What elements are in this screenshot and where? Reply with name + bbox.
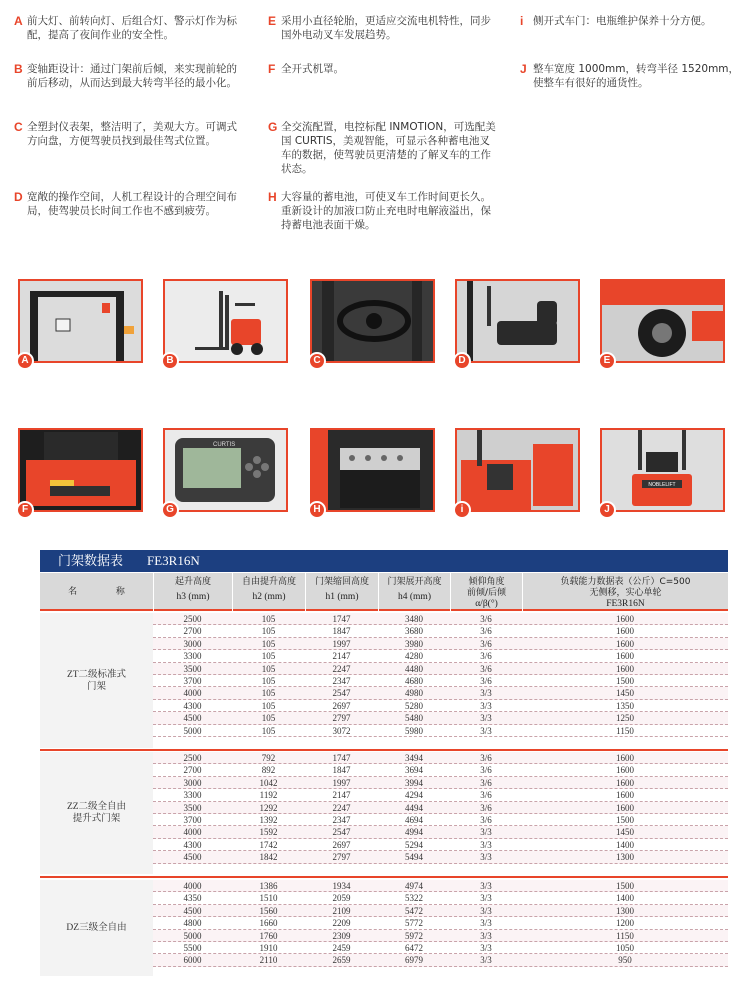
table-cell: 3/3 (480, 930, 492, 941)
table-cell: 1600 (616, 614, 634, 624)
rear-view-image (602, 430, 723, 510)
table-cell: 5322 (405, 893, 423, 904)
table-cell: 2309 (332, 930, 351, 941)
table-cell: 1600 (616, 777, 634, 788)
table-row (153, 789, 728, 801)
feature-text: 全塑封仪表架，整洁明了，美观大方。可调式方向盘，方便驾驶员找到最佳驾式位置。 (27, 121, 237, 147)
table-cell: 1350 (616, 700, 634, 711)
curtis-display-image (165, 430, 286, 510)
group-separator (40, 749, 728, 751)
table-cell: 1050 (616, 942, 634, 953)
table-title-bar (40, 550, 728, 572)
table-cell: 2109 (332, 905, 351, 916)
photo-j-rear (600, 428, 725, 515)
table-cell: 792 (261, 753, 276, 763)
table-cell: 4494 (405, 802, 423, 813)
table-row (153, 712, 728, 724)
table-cell: 2347 (332, 675, 351, 686)
table-cell: 6472 (405, 942, 423, 953)
table-cell: 3500 (183, 663, 202, 674)
table-cell: 1997 (332, 638, 351, 649)
feature-letter: G (268, 120, 278, 134)
table-cell: 1192 (259, 790, 278, 801)
header-h2-cn: 自由提升高度 (241, 577, 296, 587)
feature-letter: C (14, 120, 23, 134)
table-cell: 105 (261, 614, 276, 624)
table-cell: 3680 (405, 626, 423, 637)
table-cell: 4000 (183, 881, 202, 891)
table-row (153, 663, 728, 675)
table-cell: 1600 (616, 651, 634, 662)
feature-g (268, 120, 498, 176)
table-cell: 2697 (332, 839, 351, 850)
table-cell: 5972 (405, 930, 423, 941)
table-row (153, 851, 728, 863)
table-cell: 1500 (616, 814, 634, 825)
table-cell: 4300 (183, 700, 202, 711)
header-tilt-en: α/β(°) (475, 599, 498, 609)
table-cell: 3/6 (480, 765, 492, 776)
table-cell: 3/3 (480, 942, 492, 953)
photo-d-cabin (455, 279, 580, 366)
table-cell: 1742 (259, 839, 278, 850)
table-cell: 1300 (616, 905, 634, 916)
table-cell: 1997 (332, 777, 351, 788)
table-row (153, 613, 728, 625)
table-cell: 105 (261, 688, 276, 699)
table-cell: 4500 (183, 713, 202, 724)
table-cell: 1510 (259, 893, 278, 904)
table-cell: 6000 (183, 955, 202, 966)
table-cell: 3700 (183, 814, 202, 825)
table-cell: 1450 (616, 688, 634, 699)
table-cell: 3494 (405, 753, 423, 763)
group-name (40, 613, 153, 748)
table-cell: 3/3 (480, 893, 492, 904)
table-row (153, 638, 728, 650)
feature-h (268, 190, 498, 232)
table-cell: 2147 (332, 790, 351, 801)
table-cell: 4500 (183, 905, 202, 916)
table-cell: 1760 (259, 930, 278, 941)
table-cell: 5472 (405, 905, 423, 916)
table-cell: 5980 (405, 725, 423, 736)
table-header (40, 573, 728, 611)
table-cell: 4994 (405, 827, 423, 838)
table-cell: 4000 (183, 688, 202, 699)
group-name-line1: ZZ二级全自由 (66, 802, 127, 812)
feature-text: 侧开式车门：电瓶维护保养十分方便。 (533, 15, 712, 27)
table-cell: 2500 (183, 614, 202, 624)
photo-i-side-door (455, 428, 580, 515)
table-group-zt (40, 613, 728, 748)
table-cell: 1747 (332, 753, 351, 763)
feature-b (14, 62, 246, 90)
header-load-en: FE3R16N (606, 599, 645, 609)
table-row (153, 930, 728, 942)
group-name-line2: 门架 (86, 681, 106, 692)
table-cell: 3980 (405, 638, 423, 649)
table-cell: 1600 (616, 638, 634, 649)
table-cell: 2500 (183, 753, 202, 763)
table-cell: 3/6 (480, 651, 492, 662)
table-cell: 950 (618, 955, 632, 966)
photo-h-battery (310, 428, 435, 515)
table-cell: 1400 (616, 893, 634, 904)
table-cell: 4974 (405, 881, 423, 891)
table-row (153, 764, 728, 776)
table-cell: 3/6 (480, 638, 492, 649)
table-cell: 1292 (259, 802, 278, 813)
table-cell: 3/6 (480, 663, 492, 674)
table-cell: 2547 (332, 827, 351, 838)
table-cell: 2797 (332, 713, 351, 724)
feature-letter: E (268, 14, 277, 28)
header-tilt-cn1: 倾仰角度 (468, 577, 505, 587)
feature-a (14, 14, 246, 42)
feature-text: 前大灯、前转向灯、后组合灯、警示灯作为标配，提高了夜间作业的安全性。 (27, 15, 237, 41)
header-h3 (153, 573, 232, 611)
table-cell: 1042 (259, 777, 278, 788)
table-cell: 105 (261, 626, 276, 637)
photo-a-lights (18, 279, 143, 366)
feature-text: 大容量的蓄电池，可使叉车工作时间更长久。重新设计的加液口防止充电时电解液溢出，保持蓄电池表面干燥。 (281, 191, 491, 231)
table-cell: 105 (261, 651, 276, 662)
table-group-dz (40, 880, 728, 976)
steering-wheel-image (312, 281, 433, 361)
table-cell: 1200 (616, 918, 634, 929)
table-cell: 4350 (183, 893, 202, 904)
header-load (522, 573, 728, 611)
table-row (153, 675, 728, 687)
group-rows (153, 880, 728, 967)
table-cell: 2547 (332, 688, 351, 699)
photo-label-badge: i (453, 501, 471, 519)
table-cell: 3480 (405, 614, 423, 624)
table-cell: 2459 (332, 942, 351, 953)
table-cell: 5280 (405, 700, 423, 711)
table-cell: 1910 (259, 942, 278, 953)
table-cell: 3/6 (480, 614, 492, 624)
header-h4 (378, 573, 450, 611)
table-cell: 1600 (616, 790, 634, 801)
photo-label-badge: A (16, 352, 34, 370)
header-h3-en: h3 (mm) (176, 592, 210, 602)
table-cell: 5000 (183, 930, 202, 941)
table-cell: 105 (261, 713, 276, 724)
table-cell: 1847 (332, 626, 351, 637)
table-row (153, 687, 728, 699)
table-cell: 1660 (259, 918, 278, 929)
table-cell: 2059 (332, 893, 351, 904)
table-cell: 3000 (183, 638, 202, 649)
table-cell: 2659 (332, 955, 351, 966)
table-cell: 1600 (616, 626, 634, 637)
table-cell: 3/6 (480, 753, 492, 763)
table-cell: 3694 (405, 765, 423, 776)
feature-j (520, 62, 742, 90)
feature-letter: B (14, 62, 23, 76)
table-row (153, 725, 728, 737)
feature-letter: J (520, 62, 527, 76)
table-cell: 2247 (332, 802, 351, 813)
table-row (153, 625, 728, 637)
table-cell: 1600 (616, 802, 634, 813)
photo-label-badge: B (161, 352, 179, 370)
table-cell: 3/3 (480, 827, 492, 838)
table-cell: 5500 (183, 942, 202, 953)
table-cell: 5480 (405, 713, 423, 724)
photo-g-display (163, 428, 288, 515)
table-row (153, 954, 728, 966)
table-row (153, 905, 728, 917)
photo-e-wheel (600, 279, 725, 366)
feature-d (14, 190, 246, 218)
table-row (153, 892, 728, 904)
feature-letter: F (268, 62, 276, 76)
table-cell: 3/3 (480, 839, 492, 850)
table-cell: 3000 (183, 777, 202, 788)
table-cell: 3/6 (480, 675, 492, 686)
table-cell: 3300 (183, 790, 202, 801)
table-cell: 105 (261, 638, 276, 649)
header-h4-en: h4 (mm) (398, 592, 431, 602)
table-cell: 5000 (183, 725, 202, 736)
table-row (153, 826, 728, 838)
group-name-line2: 提升式门架 (72, 814, 121, 824)
table-cell: 1500 (616, 675, 634, 686)
table-cell: 3700 (183, 675, 202, 686)
feature-text: 全开式机罩。 (281, 63, 344, 75)
display-brand: CURTIS (213, 442, 236, 448)
feature-letter: D (14, 190, 23, 204)
battery-image (312, 430, 433, 510)
header-load-cn2: 无侧移，实心单轮 (589, 588, 662, 598)
table-cell: 4294 (405, 790, 423, 801)
group-rows (153, 613, 728, 737)
feature-letter: A (14, 14, 23, 28)
photo-label-badge: D (453, 352, 471, 370)
table-cell: 4800 (183, 918, 202, 929)
table-cell: 2147 (332, 651, 351, 662)
feature-text: 全交流配置，电控标配 INMOTION，可选配美国 CURTIS，美观智能，可显示各种蓄电池叉车的数据，使驾驶员更清楚的了解叉车的工作状态。 (281, 121, 496, 175)
table-cell: 6979 (405, 955, 423, 966)
header-h4-cn: 门架展开高度 (387, 577, 442, 587)
table-cell: 3/6 (480, 626, 492, 637)
table-cell: 4300 (183, 839, 202, 850)
table-row (153, 942, 728, 954)
group-rows (153, 752, 728, 864)
header-h1-en: h1 (mm) (325, 592, 359, 602)
table-cell: 1150 (616, 725, 634, 736)
table-cell: 3/3 (480, 881, 492, 891)
feature-f (268, 62, 498, 76)
table-cell: 4680 (405, 675, 423, 686)
photo-b-forklift (163, 279, 288, 366)
group-name-line1: DZ三级全自由 (66, 923, 127, 933)
table-cell: 3500 (183, 802, 202, 813)
header-h3-cn: 起升高度 (174, 577, 211, 587)
table-group-zz (40, 752, 728, 874)
table-cell: 1300 (616, 852, 634, 863)
forklift-lights-image (20, 281, 141, 361)
feature-letter: H (268, 190, 277, 204)
table-cell: 2347 (332, 814, 351, 825)
photo-label-badge: J (598, 501, 616, 519)
table-cell: 2110 (259, 955, 278, 966)
photo-label-badge: G (161, 501, 179, 519)
table-cell: 1600 (616, 765, 634, 776)
table-cell: 2697 (332, 700, 351, 711)
table-row (153, 802, 728, 814)
table-cell: 3/3 (480, 725, 492, 736)
feature-text: 采用小直径轮胎，更适应交流电机特性，同步国外电动叉车发展趋势。 (281, 15, 491, 41)
photo-f-hood (18, 428, 143, 515)
table-cell: 1500 (616, 881, 634, 891)
photo-label-badge: C (308, 352, 326, 370)
table-cell: 1600 (616, 753, 634, 763)
photo-c-steering (310, 279, 435, 366)
table-row (153, 839, 728, 851)
table-row (153, 880, 728, 892)
table-cell: 3/3 (480, 918, 492, 929)
table-cell: 4500 (183, 852, 202, 863)
table-row (153, 814, 728, 826)
table-cell: 5494 (405, 852, 423, 863)
photo-label-badge: E (598, 352, 616, 370)
table-cell: 1747 (332, 614, 351, 624)
header-load-cn1: 负载能力数据表（公斤）C=500 (560, 577, 691, 587)
table-cell: 105 (261, 675, 276, 686)
side-door-image (457, 430, 578, 510)
table-cell: 105 (261, 700, 276, 711)
table-cell: 2700 (183, 626, 202, 637)
feature-text: 变轴距设计：通过门架前后倾，来实现前轮的前后移动，从而达到最大转弯半径的最小化。 (27, 63, 237, 89)
table-row (153, 917, 728, 929)
table-cell: 2209 (332, 918, 351, 929)
feature-e (268, 14, 498, 42)
table-cell: 5294 (405, 839, 423, 850)
table-cell: 2797 (332, 852, 351, 863)
table-cell: 3/3 (480, 905, 492, 916)
table-cell: 1250 (616, 713, 634, 724)
photo-label-badge: F (16, 501, 34, 519)
table-cell: 1600 (616, 663, 634, 674)
table-cell: 1450 (616, 827, 634, 838)
header-tilt-cn2: 前倾/后倾 (466, 588, 507, 598)
feature-c (14, 120, 246, 148)
forklift-side-image (165, 281, 286, 361)
table-cell: 3/6 (480, 777, 492, 788)
table-cell: 1560 (259, 905, 278, 916)
operator-cabin-image (457, 281, 578, 361)
table-cell: 1150 (616, 930, 634, 941)
table-cell: 1934 (332, 881, 351, 891)
feature-letter: i (520, 14, 524, 28)
open-hood-image (20, 430, 141, 510)
header-h1 (305, 573, 378, 611)
table-cell: 3/3 (480, 700, 492, 711)
table-cell: 3/6 (480, 802, 492, 813)
group-name (40, 880, 153, 976)
header-h2 (232, 573, 305, 611)
group-separator (40, 876, 728, 878)
group-name-line1: ZT二级标准式 (66, 669, 127, 680)
table-cell: 3/6 (480, 790, 492, 801)
table-cell: 4980 (405, 688, 423, 699)
table-cell: 3994 (405, 777, 423, 788)
header-tilt (450, 573, 522, 611)
table-row (153, 752, 728, 764)
table-model: FE3R16N (147, 553, 200, 568)
table-cell: 1592 (259, 827, 278, 838)
table-cell: 2247 (332, 663, 351, 674)
table-cell: 4694 (405, 814, 423, 825)
header-h2-en: h2 (mm) (252, 592, 286, 602)
table-cell: 105 (261, 663, 276, 674)
table-cell: 3/3 (480, 688, 492, 699)
table-row (153, 700, 728, 712)
table-cell: 4280 (405, 651, 423, 662)
table-cell: 3300 (183, 651, 202, 662)
table-cell: 3/6 (480, 814, 492, 825)
table-row (153, 777, 728, 789)
table-cell: 4480 (405, 663, 423, 674)
table-title: 门架数据表 (58, 554, 124, 569)
table-cell: 2700 (183, 765, 202, 776)
table-cell: 105 (261, 725, 276, 736)
feature-text: 宽敞的操作空间，人机工程设计的合理空间布局，使驾驶员长时间工作也不感到疲劳。 (27, 191, 237, 217)
table-cell: 5772 (405, 918, 423, 929)
group-name (40, 752, 153, 874)
table-row (153, 650, 728, 662)
table-cell: 1392 (259, 814, 278, 825)
header-h1-cn: 门架缩回高度 (314, 577, 369, 587)
table-cell: 3072 (332, 725, 351, 736)
table-cell: 1400 (616, 839, 634, 850)
table-cell: 1842 (259, 852, 278, 863)
table-cell: 3/3 (480, 713, 492, 724)
table-cell: 3/3 (480, 955, 492, 966)
table-cell: 1386 (259, 881, 278, 891)
feature-i (520, 14, 742, 28)
table-cell: 4000 (183, 827, 202, 838)
table-cell: 892 (261, 765, 276, 776)
feature-text: 整车宽度 1000mm，转弯半径 1520mm，使整车有很好的通货性。 (533, 63, 740, 89)
header-name: 名 称 (68, 587, 143, 597)
photo-label-badge: H (308, 501, 326, 519)
rear-brand: NOBLELIFT (648, 482, 676, 488)
wheel-image (602, 281, 723, 361)
table-cell: 1847 (332, 765, 351, 776)
table-cell: 3/3 (480, 852, 492, 863)
